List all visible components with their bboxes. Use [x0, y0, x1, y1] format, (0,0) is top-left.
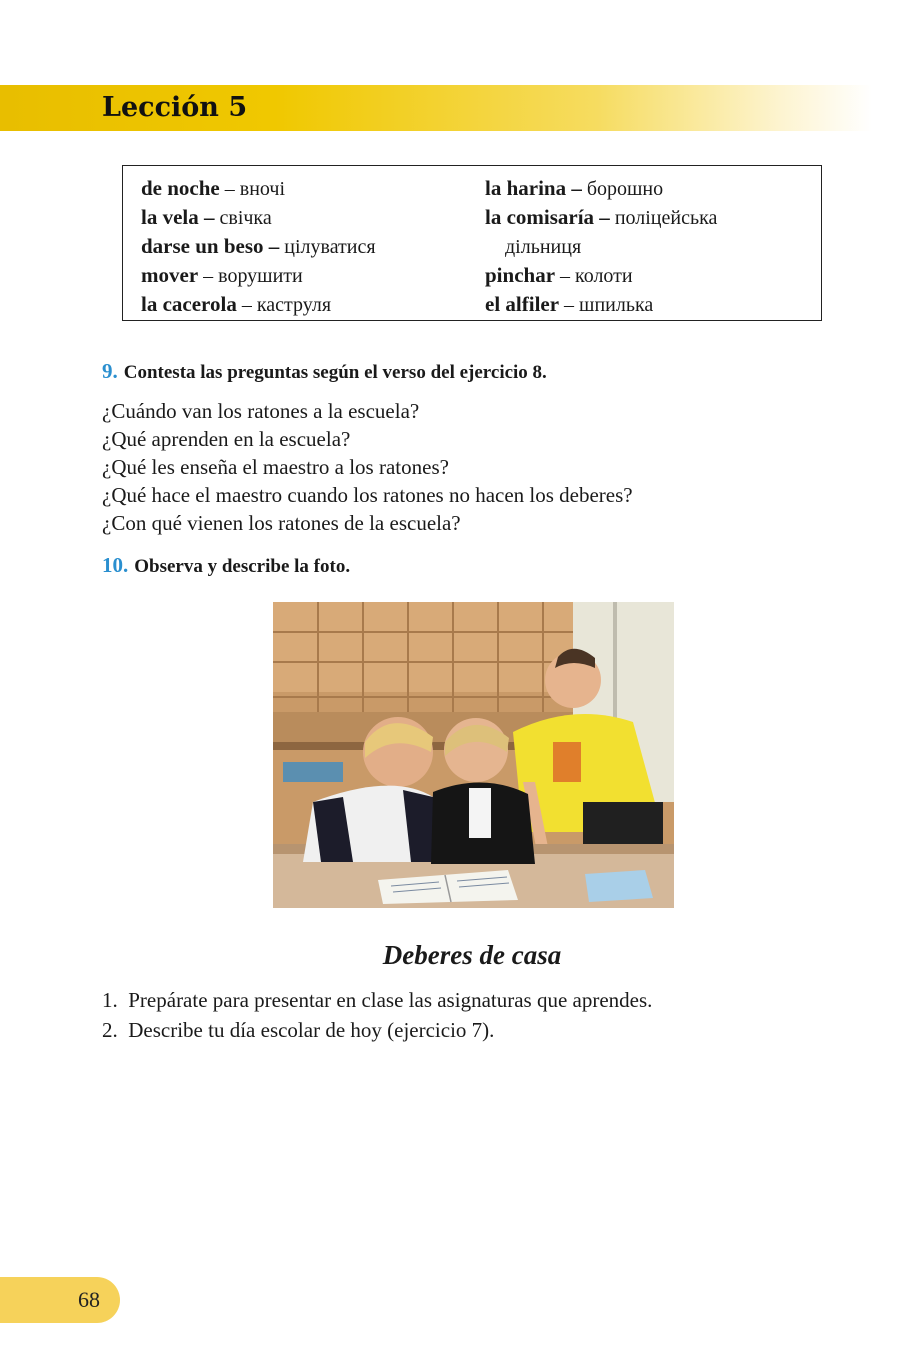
vocab-entry: el alfiler – шпилька	[485, 292, 654, 316]
vocab-entry: la harina – борошно	[485, 176, 664, 200]
classroom-photo	[273, 602, 674, 908]
question-line: ¿Qué hace el maestro cuando los ratones no hacen los deberes?	[102, 483, 633, 507]
question-line: ¿Qué aprenden en la escuela?	[102, 427, 351, 451]
vocab-entry: la cacerola – каструля	[141, 292, 332, 316]
homework-item: 2. Describe tu día escolar de hoy (ejercicio 7).	[102, 1018, 495, 1042]
vocab-entry-continuation: дільниця	[505, 236, 582, 258]
vocab-entry: pinchar – колоти	[485, 263, 633, 287]
vocab-entry: mover – ворушити	[141, 263, 303, 287]
vocabulary-column-right	[485, 174, 717, 319]
homework-item: 1. Prepárate para presentar en clase las asignaturas que aprendes.	[102, 988, 653, 1012]
vocabulary-column-left	[141, 174, 376, 319]
vocabulary-box	[122, 165, 822, 321]
page-number-tab	[0, 1277, 120, 1323]
exercise-10-heading	[102, 553, 350, 578]
vocab-entry: la comisaría – поліцейська	[485, 205, 718, 229]
exercise-number: 9.	[102, 359, 118, 383]
question-line: ¿Qué les enseña el maestro a los ratones?	[102, 455, 449, 479]
vocab-entry: la vela – свічка	[141, 205, 272, 229]
question-line: ¿Con qué vienen los ratones de la escuela?	[102, 511, 461, 535]
exercise-9-heading	[102, 359, 547, 384]
question-line: ¿Cuándo van los ratones a la escuela?	[102, 399, 420, 423]
lesson-title: Lección 5	[102, 92, 248, 123]
exercise-instruction: Contesta las preguntas según el verso del ejercicio 8.	[123, 362, 547, 383]
vocab-entry: darse un beso – цілуватися	[141, 234, 376, 258]
page-number: 68	[78, 1287, 100, 1312]
exercise-number: 10.	[102, 553, 129, 577]
exercise-9-questions	[102, 397, 633, 537]
exercise-instruction: Observa y describe la foto.	[134, 556, 351, 577]
vocab-entry: de noche – вночі	[141, 176, 285, 200]
homework-list	[102, 985, 652, 1045]
homework-title: Deberes de casa	[382, 940, 562, 970]
